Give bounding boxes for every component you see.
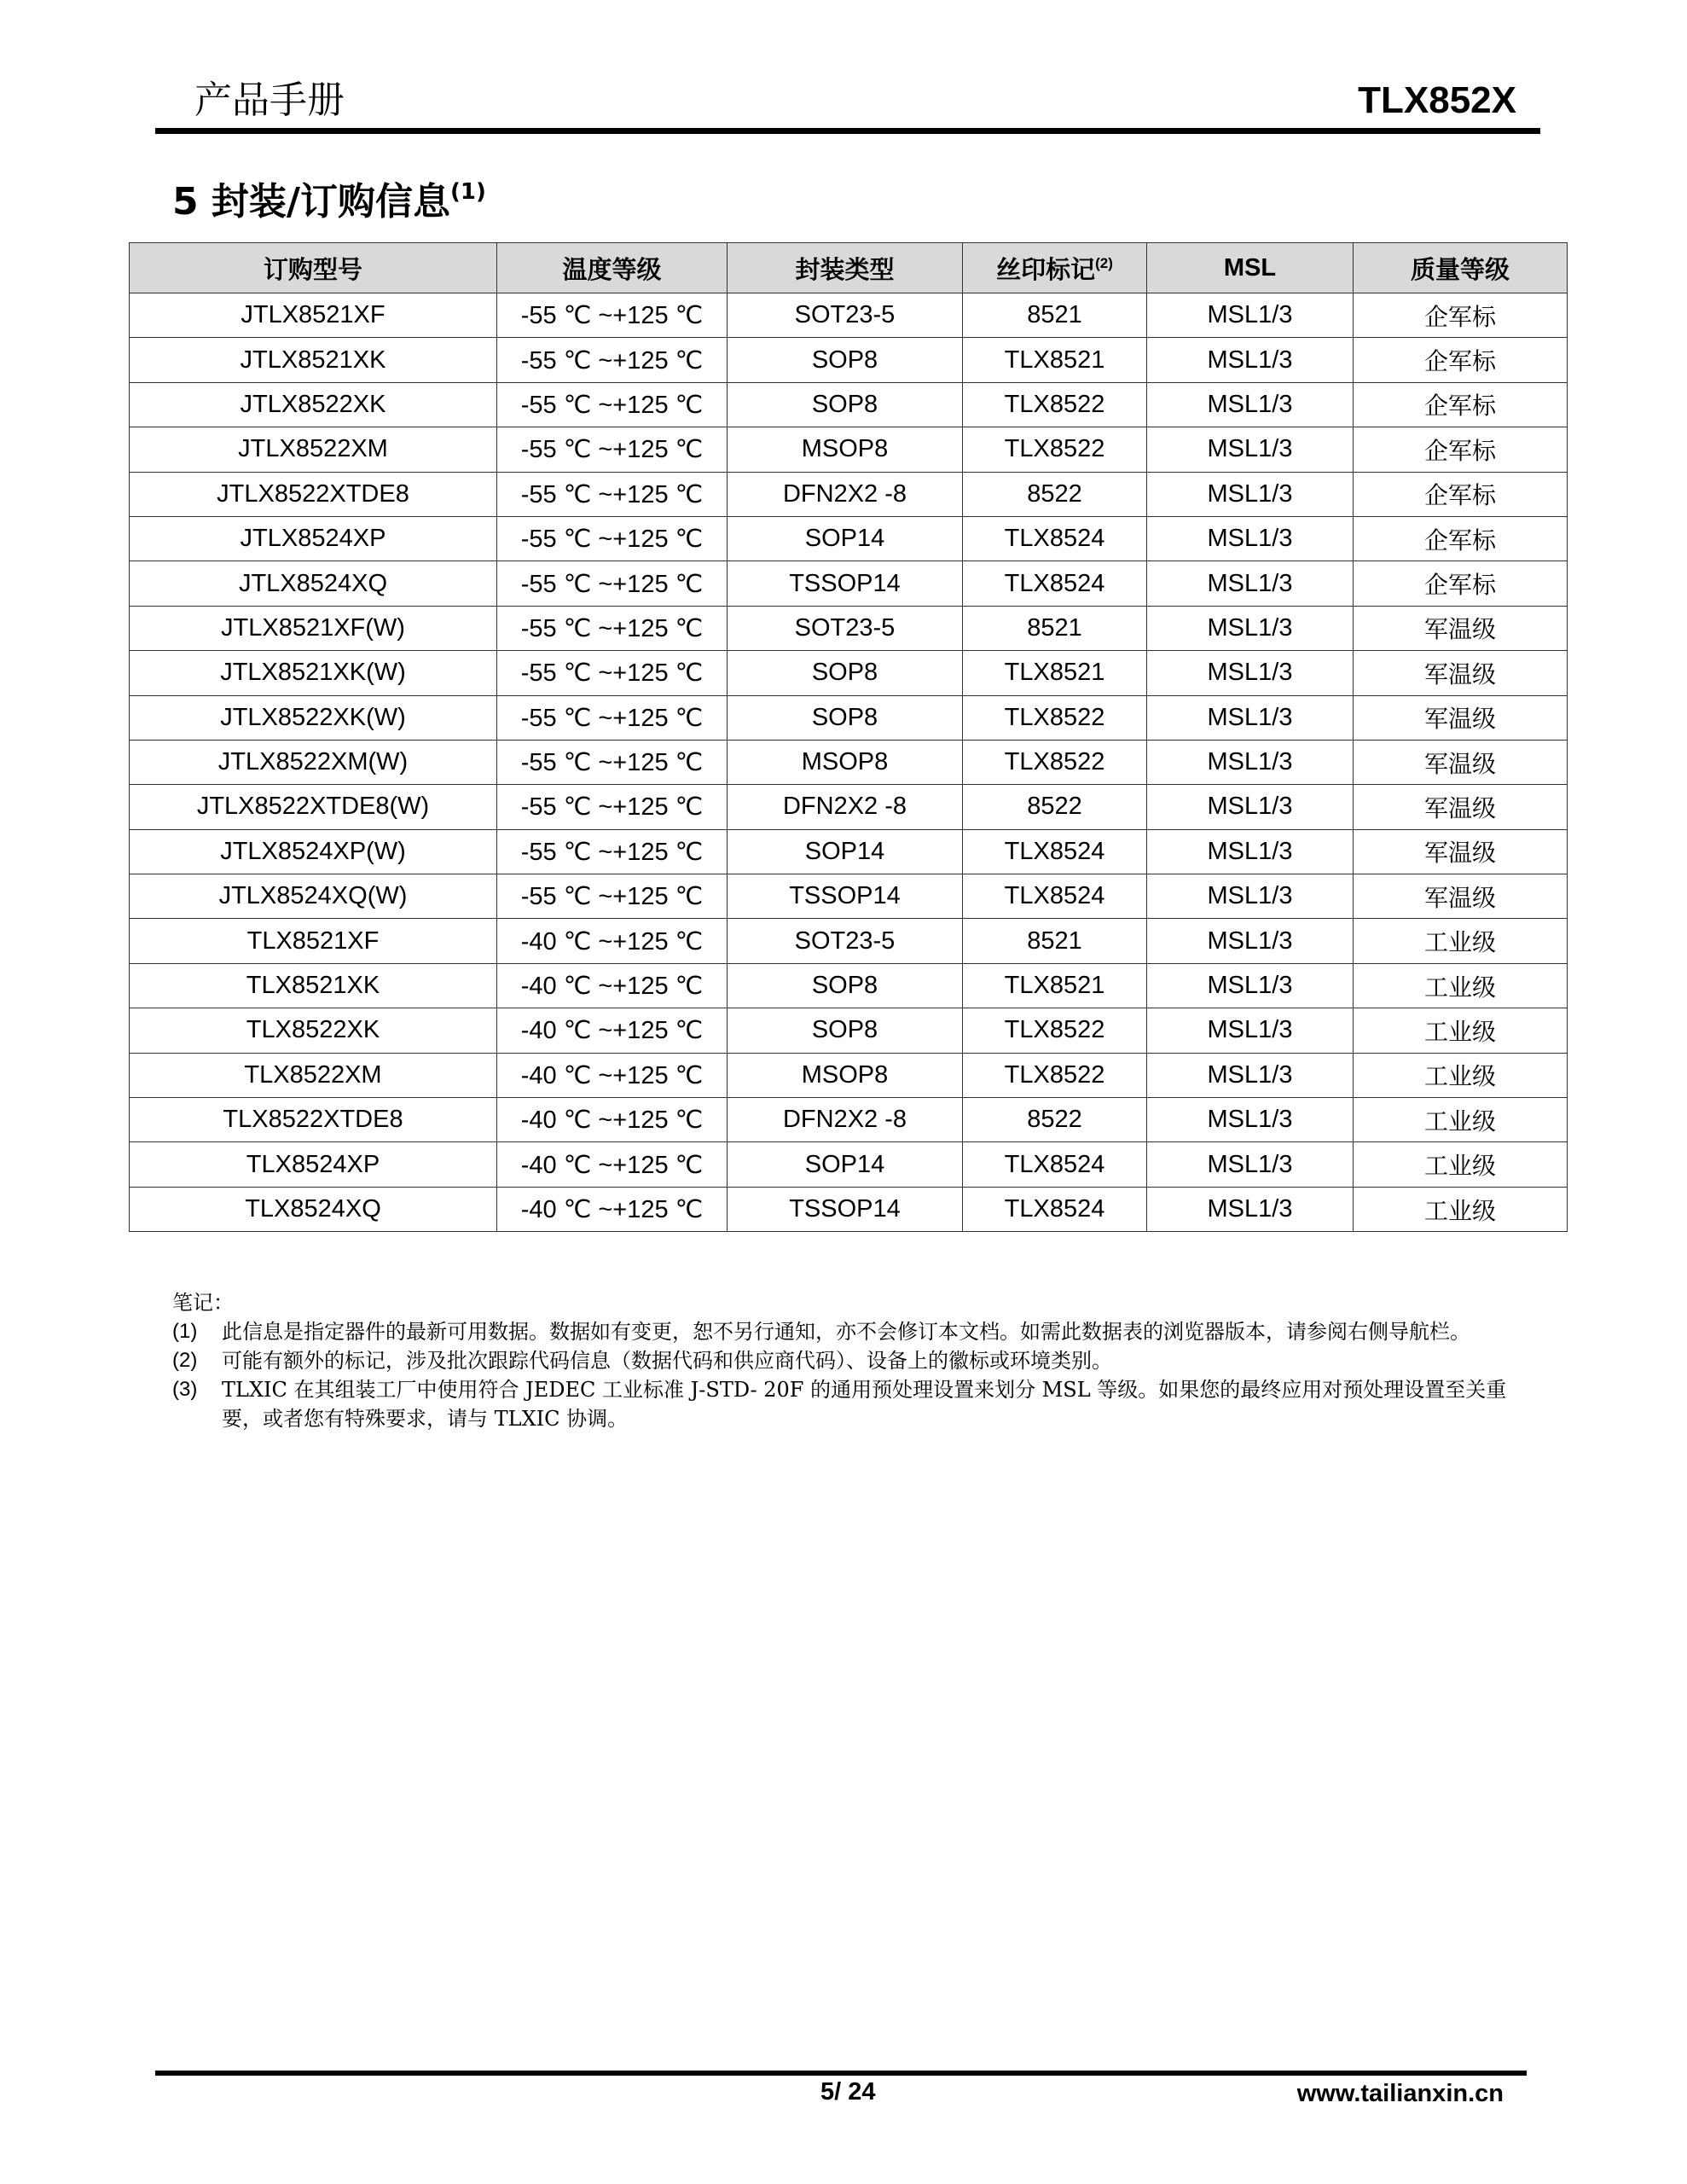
cell-package: MSOP8 xyxy=(728,740,963,784)
table-row xyxy=(130,874,1568,919)
cell-marking: 8521 xyxy=(963,293,1147,338)
cell-quality-grade: 工业级 xyxy=(1354,1098,1568,1142)
cell-package: DFN2X2 -8 xyxy=(728,785,963,829)
table-row xyxy=(130,785,1568,829)
cell-temperature: -55 ℃ ~+125 ℃ xyxy=(497,606,728,650)
cell-temperature: -55 ℃ ~+125 ℃ xyxy=(497,293,728,338)
cell-package: TSSOP14 xyxy=(728,1187,963,1231)
cell-temperature: -55 ℃ ~+125 ℃ xyxy=(497,427,728,472)
ordering-info-table xyxy=(129,242,1568,1232)
cell-marking: TLX8524 xyxy=(963,516,1147,561)
cell-package: SOP8 xyxy=(728,1008,963,1053)
section-heading-text: 5 封装/订购信息 xyxy=(172,180,451,224)
cell-package: SOT23-5 xyxy=(728,293,963,338)
cell-package: SOP14 xyxy=(728,1142,963,1187)
cell-quality-grade: 军温级 xyxy=(1354,785,1568,829)
cell-order-number: JTLX8522XM xyxy=(130,427,497,472)
cell-package: MSOP8 xyxy=(728,427,963,472)
table-row xyxy=(130,919,1568,963)
cell-marking: TLX8521 xyxy=(963,963,1147,1008)
cell-msl: MSL1/3 xyxy=(1147,963,1354,1008)
col-header-marking xyxy=(963,243,1147,293)
cell-order-number: JTLX8521XK xyxy=(130,338,497,382)
cell-package: SOT23-5 xyxy=(728,919,963,963)
cell-temperature: -55 ℃ ~+125 ℃ xyxy=(497,561,728,606)
col-header-quality-grade: 质量等级 xyxy=(1354,243,1568,293)
cell-marking: TLX8524 xyxy=(963,874,1147,919)
table-row xyxy=(130,740,1568,784)
cell-package: SOP8 xyxy=(728,695,963,740)
cell-temperature: -55 ℃ ~+125 ℃ xyxy=(497,382,728,427)
table-row xyxy=(130,472,1568,516)
cell-quality-grade: 企军标 xyxy=(1354,472,1568,516)
table-row xyxy=(130,561,1568,606)
cell-quality-grade: 工业级 xyxy=(1354,1187,1568,1231)
cell-quality-grade: 企军标 xyxy=(1354,293,1568,338)
cell-order-number: JTLX8524XQ(W) xyxy=(130,874,497,919)
cell-temperature: -40 ℃ ~+125 ℃ xyxy=(497,1187,728,1231)
cell-quality-grade: 工业级 xyxy=(1354,1142,1568,1187)
notes-title: 笔记： xyxy=(172,1291,234,1315)
cell-msl: MSL1/3 xyxy=(1147,516,1354,561)
note-item xyxy=(172,1317,1537,1346)
cell-quality-grade: 军温级 xyxy=(1354,695,1568,740)
cell-order-number: JTLX8522XK(W) xyxy=(130,695,497,740)
cell-temperature: -40 ℃ ~+125 ℃ xyxy=(497,1098,728,1142)
cell-quality-grade: 工业级 xyxy=(1354,919,1568,963)
cell-marking: TLX8522 xyxy=(963,1053,1147,1097)
cell-marking: 8522 xyxy=(963,472,1147,516)
cell-msl: MSL1/3 xyxy=(1147,1142,1354,1187)
cell-msl: MSL1/3 xyxy=(1147,472,1354,516)
cell-temperature: -40 ℃ ~+125 ℃ xyxy=(497,1053,728,1097)
note-item xyxy=(172,1346,1537,1375)
note-number: (1) xyxy=(172,1320,198,1343)
cell-msl: MSL1/3 xyxy=(1147,874,1354,919)
table-row xyxy=(130,1053,1568,1097)
cell-marking: TLX8524 xyxy=(963,829,1147,874)
cell-order-number: TLX8524XP xyxy=(130,1142,497,1187)
note-text: 此信息是指定器件的最新可用数据。数据如有变更，恕不另行通知，亦不会修订本文档。如需此数据表的浏览器版本，请参阅右侧导航栏。 xyxy=(222,1320,1470,1344)
cell-quality-grade: 工业级 xyxy=(1354,1008,1568,1053)
cell-msl: MSL1/3 xyxy=(1147,1053,1354,1097)
cell-temperature: -55 ℃ ~+125 ℃ xyxy=(497,740,728,784)
table-header-row xyxy=(130,243,1568,293)
cell-msl: MSL1/3 xyxy=(1147,919,1354,963)
cell-temperature: -40 ℃ ~+125 ℃ xyxy=(497,1142,728,1187)
cell-package: DFN2X2 -8 xyxy=(728,472,963,516)
cell-quality-grade: 企军标 xyxy=(1354,516,1568,561)
cell-marking: 8522 xyxy=(963,1098,1147,1142)
cell-temperature: -55 ℃ ~+125 ℃ xyxy=(497,338,728,382)
cell-package: SOP8 xyxy=(728,651,963,695)
cell-order-number: JTLX8521XK(W) xyxy=(130,651,497,695)
cell-package: MSOP8 xyxy=(728,1053,963,1097)
cell-quality-grade: 工业级 xyxy=(1354,1053,1568,1097)
cell-temperature: -55 ℃ ~+125 ℃ xyxy=(497,785,728,829)
cell-package: SOP8 xyxy=(728,963,963,1008)
cell-msl: MSL1/3 xyxy=(1147,1008,1354,1053)
cell-quality-grade: 工业级 xyxy=(1354,963,1568,1008)
cell-temperature: -55 ℃ ~+125 ℃ xyxy=(497,829,728,874)
cell-quality-grade: 军温级 xyxy=(1354,874,1568,919)
cell-marking: TLX8522 xyxy=(963,427,1147,472)
cell-marking: TLX8522 xyxy=(963,382,1147,427)
cell-order-number: JTLX8521XF(W) xyxy=(130,606,497,650)
cell-quality-grade: 企军标 xyxy=(1354,427,1568,472)
cell-msl: MSL1/3 xyxy=(1147,1187,1354,1231)
section-note-ref: (1) xyxy=(450,179,486,205)
table-row xyxy=(130,427,1568,472)
header-divider xyxy=(155,128,1540,134)
cell-order-number: JTLX8522XM(W) xyxy=(130,740,497,784)
cell-marking: TLX8522 xyxy=(963,1008,1147,1053)
cell-quality-grade: 军温级 xyxy=(1354,606,1568,650)
cell-quality-grade: 企军标 xyxy=(1354,382,1568,427)
cell-marking: 8521 xyxy=(963,606,1147,650)
table-row xyxy=(130,606,1568,650)
cell-msl: MSL1/3 xyxy=(1147,427,1354,472)
cell-marking: 8521 xyxy=(963,919,1147,963)
cell-quality-grade: 企军标 xyxy=(1354,338,1568,382)
cell-order-number: TLX8522XK xyxy=(130,1008,497,1053)
table-row xyxy=(130,963,1568,1008)
cell-package: TSSOP14 xyxy=(728,874,963,919)
col-header-package: 封装类型 xyxy=(728,243,963,293)
cell-marking: TLX8522 xyxy=(963,695,1147,740)
cell-package: TSSOP14 xyxy=(728,561,963,606)
cell-msl: MSL1/3 xyxy=(1147,785,1354,829)
table-row xyxy=(130,1008,1568,1053)
cell-quality-grade: 军温级 xyxy=(1354,651,1568,695)
cell-temperature: -55 ℃ ~+125 ℃ xyxy=(497,516,728,561)
document-type-title: 产品手册 xyxy=(194,78,345,122)
cell-package: SOP8 xyxy=(728,382,963,427)
cell-msl: MSL1/3 xyxy=(1147,606,1354,650)
cell-msl: MSL1/3 xyxy=(1147,293,1354,338)
col-header-temperature: 温度等级 xyxy=(497,243,728,293)
footer-divider xyxy=(155,2071,1527,2076)
cell-marking: TLX8521 xyxy=(963,651,1147,695)
cell-msl: MSL1/3 xyxy=(1147,382,1354,427)
cell-temperature: -40 ℃ ~+125 ℃ xyxy=(497,1008,728,1053)
website-url: www.tailianxin.cn xyxy=(1296,2080,1504,2107)
cell-temperature: -55 ℃ ~+125 ℃ xyxy=(497,874,728,919)
table-row xyxy=(130,382,1568,427)
table-body xyxy=(130,293,1568,1232)
table-row xyxy=(130,695,1568,740)
cell-order-number: TLX8522XM xyxy=(130,1053,497,1097)
note-text: 可能有额外的标记，涉及批次跟踪代码信息（数据代码和供应商代码）、设备上的徽标或环境类别。 xyxy=(222,1349,1112,1373)
cell-order-number: JTLX8522XTDE8(W) xyxy=(130,785,497,829)
cell-package: SOP8 xyxy=(728,338,963,382)
cell-quality-grade: 企军标 xyxy=(1354,561,1568,606)
notes-section xyxy=(172,1288,1537,1433)
cell-temperature: -40 ℃ ~+125 ℃ xyxy=(497,919,728,963)
cell-temperature: -55 ℃ ~+125 ℃ xyxy=(497,472,728,516)
cell-order-number: TLX8521XK xyxy=(130,963,497,1008)
cell-order-number: JTLX8522XK xyxy=(130,382,497,427)
table-row xyxy=(130,293,1568,338)
cell-msl: MSL1/3 xyxy=(1147,1098,1354,1142)
cell-msl: MSL1/3 xyxy=(1147,561,1354,606)
col-header-marking-text: 丝印标记 xyxy=(996,256,1096,284)
cell-msl: MSL1/3 xyxy=(1147,651,1354,695)
cell-order-number: JTLX8524XQ xyxy=(130,561,497,606)
cell-order-number: JTLX8524XP xyxy=(130,516,497,561)
col-header-order-number: 订购型号 xyxy=(130,243,497,293)
note-number: (2) xyxy=(172,1349,198,1372)
table-row xyxy=(130,651,1568,695)
table-row xyxy=(130,1098,1568,1142)
cell-msl: MSL1/3 xyxy=(1147,740,1354,784)
cell-temperature: -55 ℃ ~+125 ℃ xyxy=(497,695,728,740)
cell-package: SOP14 xyxy=(728,829,963,874)
cell-marking: TLX8521 xyxy=(963,338,1147,382)
cell-package: SOP14 xyxy=(728,516,963,561)
table-row xyxy=(130,1142,1568,1187)
cell-order-number: JTLX8524XP(W) xyxy=(130,829,497,874)
marking-note-ref: (2) xyxy=(1095,254,1113,271)
cell-temperature: -40 ℃ ~+125 ℃ xyxy=(497,963,728,1008)
col-header-msl: MSL xyxy=(1147,243,1354,293)
cell-marking: TLX8524 xyxy=(963,561,1147,606)
note-text: TLXIC 在其组装工厂中使用符合 JEDEC 工业标准 J-STD- 20F 的通用预处理设置来划分 MSL 等级。如果您的最终应用对预处理设置至关重要，或者您有特殊要求，请与 TLXIC 协调。 xyxy=(222,1378,1507,1431)
cell-order-number: JTLX8521XF xyxy=(130,293,497,338)
table-row xyxy=(130,1187,1568,1231)
cell-order-number: JTLX8522XTDE8 xyxy=(130,472,497,516)
cell-marking: TLX8524 xyxy=(963,1142,1147,1187)
cell-marking: TLX8524 xyxy=(963,1187,1147,1231)
table-row xyxy=(130,829,1568,874)
part-number-title: TLX852X xyxy=(1358,79,1516,121)
cell-msl: MSL1/3 xyxy=(1147,829,1354,874)
note-number: (3) xyxy=(172,1378,198,1401)
cell-order-number: TLX8524XQ xyxy=(130,1187,497,1231)
page-number: 5/ 24 xyxy=(820,2078,876,2106)
cell-quality-grade: 军温级 xyxy=(1354,829,1568,874)
cell-msl: MSL1/3 xyxy=(1147,695,1354,740)
cell-package: DFN2X2 -8 xyxy=(728,1098,963,1142)
cell-order-number: TLX8521XF xyxy=(130,919,497,963)
cell-marking: TLX8522 xyxy=(963,740,1147,784)
cell-marking: 8522 xyxy=(963,785,1147,829)
cell-package: SOT23-5 xyxy=(728,606,963,650)
cell-msl: MSL1/3 xyxy=(1147,338,1354,382)
note-item xyxy=(172,1375,1537,1433)
cell-temperature: -55 ℃ ~+125 ℃ xyxy=(497,651,728,695)
table-row xyxy=(130,516,1568,561)
section-heading xyxy=(172,169,486,225)
cell-quality-grade: 军温级 xyxy=(1354,740,1568,784)
table-row xyxy=(130,338,1568,382)
cell-order-number: TLX8522XTDE8 xyxy=(130,1098,497,1142)
